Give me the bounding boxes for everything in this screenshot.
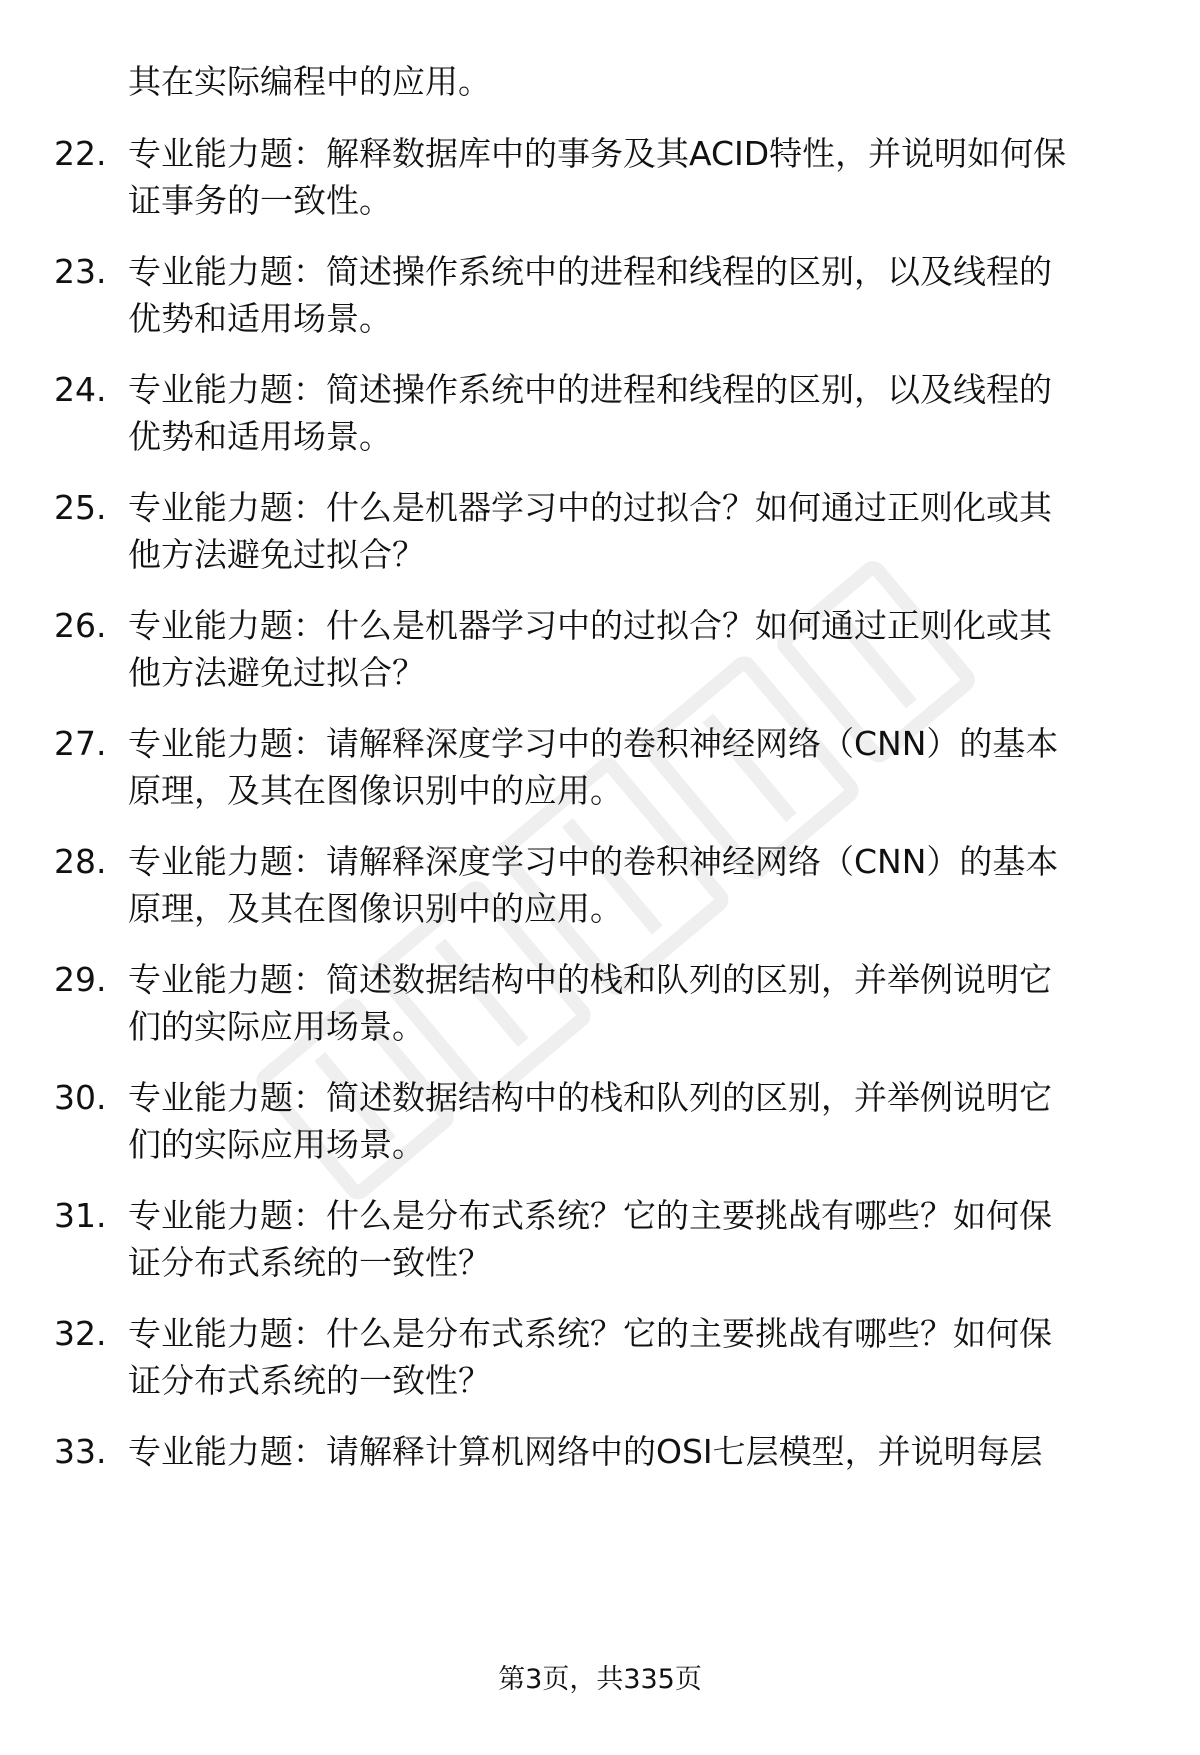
- list-item: [0, 602, 1200, 702]
- item-number: 25.: [54, 488, 107, 527]
- item-number: 28.: [54, 842, 107, 881]
- item-number: 26.: [54, 606, 107, 645]
- item-number: 24.: [54, 370, 107, 409]
- item-number: 32.: [54, 1314, 107, 1353]
- item-text-line-1: 专业能力题：什么是机器学习中的过拟合？如何通过正则化或其: [128, 488, 1052, 527]
- item-text-line-2: 证事务的一致性。: [128, 181, 392, 220]
- list-item: [0, 248, 1200, 348]
- item-text-line-1: 专业能力题：什么是分布式系统？它的主要挑战有哪些？如何保: [128, 1314, 1052, 1353]
- page-footer: 第3页，共335页: [498, 1664, 702, 1695]
- list-item: [0, 366, 1200, 466]
- list-item: [0, 130, 1200, 230]
- item-text-line-1: 专业能力题：解释数据库中的事务及其ACID特性，并说明如何保: [128, 134, 1067, 173]
- item-number: 27.: [54, 724, 107, 763]
- item-text-line-2: 优势和适用场景。: [128, 299, 392, 338]
- item-text-line-2: 他方法避免过拟合？: [128, 653, 425, 692]
- item-number: 22.: [54, 134, 107, 173]
- list-item: [0, 484, 1200, 584]
- item-text-line-1: 专业能力题：简述操作系统中的进程和线程的区别，以及线程的: [128, 370, 1052, 409]
- item-number: 31.: [54, 1196, 107, 1235]
- item-text-line-1: 专业能力题：什么是分布式系统？它的主要挑战有哪些？如何保: [128, 1196, 1052, 1235]
- item-text-line-2: 们的实际应用场景。: [128, 1125, 425, 1164]
- item-text-line-2: 们的实际应用场景。: [128, 1007, 425, 1046]
- item-number: 23.: [54, 252, 107, 291]
- item-number: 29.: [54, 960, 107, 999]
- list-item: [0, 1310, 1200, 1410]
- continuation-line: 其在实际编程中的应用。: [128, 62, 491, 101]
- item-text-line-2: 原理，及其在图像识别中的应用。: [128, 771, 623, 810]
- item-number: 33.: [54, 1432, 107, 1471]
- list-item: [0, 838, 1200, 938]
- item-text-line-1: 专业能力题：简述数据结构中的栈和队列的区别，并举例说明它: [128, 1078, 1052, 1117]
- item-text-line-1: 专业能力题：什么是机器学习中的过拟合？如何通过正则化或其: [128, 606, 1052, 645]
- item-text-line-1: 专业能力题：请解释计算机网络中的OSI七层模型，并说明每层: [128, 1432, 1043, 1471]
- list-item: [0, 956, 1200, 1056]
- list-item: [0, 1192, 1200, 1292]
- item-text-line-2: 证分布式系统的一致性？: [128, 1243, 491, 1282]
- item-text-line-1: 专业能力题：请解释深度学习中的卷积神经网络（CNN）的基本: [128, 724, 1059, 763]
- item-text-line-1: 专业能力题：请解释深度学习中的卷积神经网络（CNN）的基本: [128, 842, 1059, 881]
- item-text-line-1: 专业能力题：简述数据结构中的栈和队列的区别，并举例说明它: [128, 960, 1052, 999]
- item-text-line-2: 证分布式系统的一致性？: [128, 1361, 491, 1400]
- item-text-line-2: 原理，及其在图像识别中的应用。: [128, 889, 623, 928]
- list-item: [0, 1074, 1200, 1174]
- item-text-line-2: 优势和适用场景。: [128, 417, 392, 456]
- item-text-line-2: 他方法避免过拟合？: [128, 535, 425, 574]
- list-item: [0, 1428, 1200, 1528]
- list-item: [0, 720, 1200, 820]
- item-text-line-1: 专业能力题：简述操作系统中的进程和线程的区别，以及线程的: [128, 252, 1052, 291]
- item-number: 30.: [54, 1078, 107, 1117]
